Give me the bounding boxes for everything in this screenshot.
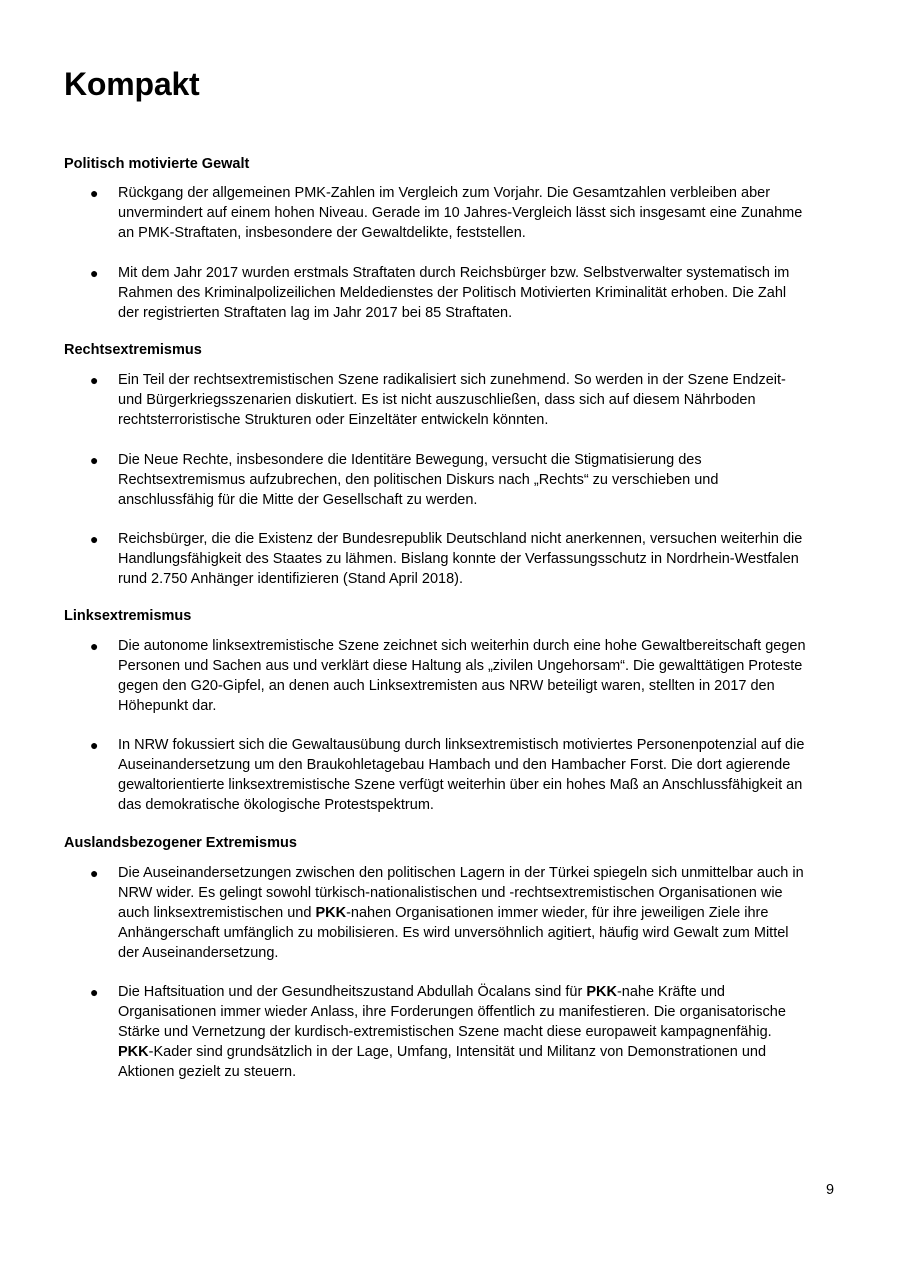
section-heading-rechtsextremismus: Rechtsextremismus: [64, 342, 202, 358]
list-item-text: In NRW fokussiert sich die Gewaltausübung durch linksextremistisch motiviertes Personenpotenzial auf die Auseinandersetzung um den Braukohletagebau Hambach und den Hambacher Forst. Die dort agierende gewaltorientierte linksextremistische Szene verfügt weiterhin über ein hohes Maß an Anschlussfähigkeit an das demokratische ökologische Protestspektrum.: [118, 737, 805, 813]
page-title: Kompakt: [64, 66, 200, 102]
bullet-dot-icon: ●: [90, 865, 99, 881]
section-heading-linksextremismus: Linksextremismus: [64, 608, 192, 624]
bullet-dot-icon: ●: [90, 984, 99, 1000]
list-item-text: Rückgang der allgemeinen PMK-Zahlen im Vergleich zum Vorjahr. Die Gesamtzahlen verbleiben aber unvermindert auf einem hohen Niveau. Gerade im 10 Jahres-Vergleich lässt sich insgesamt eine Zunahme an PMK-Straftaten, insbesondere der Gewaltdelikte, feststellen.: [118, 185, 803, 241]
bullet-dot-icon: ●: [90, 531, 99, 547]
section-heading-politisch-motivierte-gewalt: Politisch motivierte Gewalt: [64, 156, 250, 172]
list-item-text: Die Auseinandersetzungen zwischen den politischen Lagern in der Türkei spiegeln sich unmittelbar auch in NRW wider. Es gelingt sowohl türkisch-nationalistischen und -rechtsextremistischen Organisationen wie auch linksextremistischen und PKK-nahen Organisationen immer wieder, für ihre jeweiligen Ziele ihre Anhängerschaft umfänglich zu mobilisieren. Es wird unversöhnlich agitiert, häufig wird Gewalt zum Mittel der Auseinandersetzung.: [118, 865, 804, 961]
bullet-dot-icon: ●: [90, 452, 99, 468]
list-item-text: Die Neue Rechte, insbesondere die Identitäre Bewegung, versucht die Stigmatisierung des Rechtsextremismus aufzubrechen, den politischen Diskurs nach „Rechts“ zu verschieben und anschlussfähig für die Mitte der Gesellschaft zu werden.: [118, 452, 719, 508]
list-item-text: Mit dem Jahr 2017 wurden erstmals Straftaten durch Reichsbürger bzw. Selbstverwalter systematisch im Rahmen des Kriminalpolizeilichen Meldedienstes der Politisch Motivierten Kriminalität erhoben. Die Zahl der registrierten Straftaten lag im Jahr 2017 bei 85 Straftaten.: [118, 265, 790, 321]
section-heading-auslandsbezogener-extremismus: Auslandsbezogener Extremismus: [64, 835, 297, 851]
pkk-abbreviation: PKK: [586, 984, 617, 1000]
pkk-abbreviation: PKK: [315, 905, 347, 921]
bullet-dot-icon: ●: [90, 185, 99, 201]
pkk-abbreviation: PKK: [118, 1044, 149, 1060]
list-item-text: Ein Teil der rechtsextremistischen Szene radikalisiert sich zunehmend. So werden in der Szene Endzeit- und Bürgerkriegsszenarien diskutiert. Es ist nicht auszuschließen, dass sich auf diesem Nährboden rechtsterroristische Strukturen oder Einzeltäter entwickeln könnten.: [118, 372, 786, 428]
bullet-dot-icon: ●: [90, 737, 99, 753]
bullet-dot-icon: ●: [90, 372, 99, 388]
bullet-dot-icon: ●: [90, 638, 99, 654]
list-item-text: Die autonome linksextremistische Szene zeichnet sich weiterhin durch eine hohe Gewaltbereitschaft gegen Personen und Sachen aus und verklärt diese Haltung als „zivilen Ungehorsam“. Die gewalttätigen Proteste gegen den G20-Gipfel, an denen auch Linksextremisten aus NRW beteiligt waren, stellten in 2017 den Höhepunkt dar.: [118, 638, 806, 714]
list-item-text: Reichsbürger, die die Existenz der Bundesrepublik Deutschland nicht anerkennen, versuchen weiterhin die Handlungsfähigkeit des Staates zu lähmen. Bislang konnte der Verfassungsschutz in Nordrhein-Westfalen rund 2.750 Anhänger identifizieren (Stand April 2018).: [118, 531, 803, 587]
list-item-text: Die Haftsituation und der Gesundheitszustand Abdullah Öcalans sind für PKK-nahe Kräfte und Organisationen immer wieder Anlass, ihre Forderungen öffentlich zu manifestieren. Die organisatorische Stärke und Vernetzung der kurdisch-extremistischen Szene macht diese europaweit kampagnenfähig. PKK-Kader sind grundsätzlich in der Lage, Umfang, Intensität und Militanz von Demonstrationen und Aktionen gezielt zu steuern.: [118, 984, 786, 1080]
page-number: 9: [826, 1182, 835, 1198]
bullet-dot-icon: ●: [90, 265, 99, 281]
